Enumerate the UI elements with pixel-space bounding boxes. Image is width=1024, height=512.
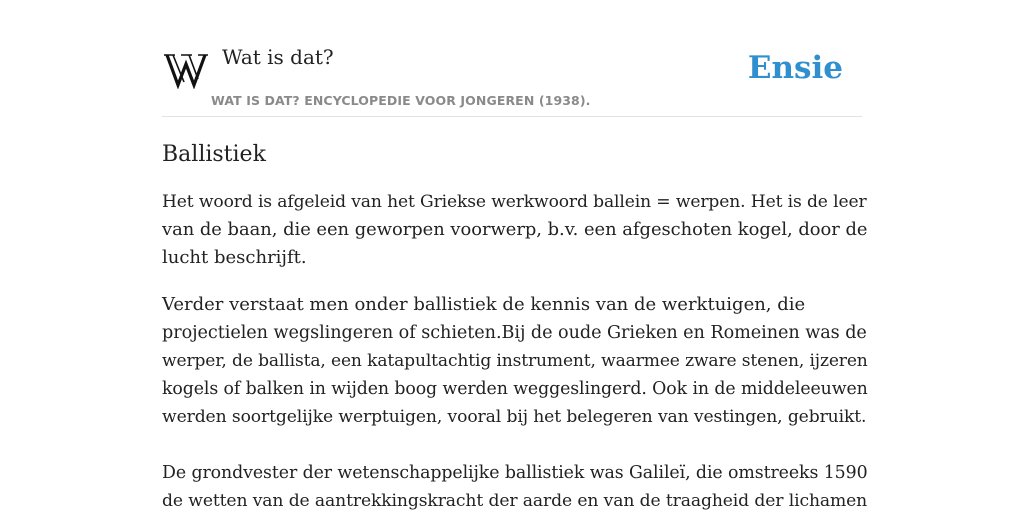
article-paragraph — [162, 291, 868, 431]
text-line: lucht beschrijft. — [162, 247, 307, 268]
site-title[interactable]: Wat is dat? — [222, 45, 334, 69]
site-header — [162, 40, 862, 117]
article-paragraph — [162, 188, 868, 272]
text-line: Het woord is afgeleid van het Griekse werkwoord ballein = werpen. Het is de leer — [162, 192, 867, 212]
article-title: Ballistiek — [162, 142, 266, 167]
site-subtitle: WAT IS DAT? ENCYCLOPEDIE VOOR JONGEREN (1938). — [211, 93, 591, 108]
article-paragraph — [162, 459, 868, 512]
text-line: Verder verstaat men onder ballistiek de kennis van de werktuigen, die — [162, 294, 806, 315]
text-line: projectielen wegslingeren of schieten.Bij de oude Grieken en Romeinen was de — [162, 323, 867, 343]
brand-logo-link[interactable]: Ensie — [747, 50, 843, 86]
wikipedia-w-icon[interactable] — [164, 49, 208, 89]
text-line: werden soortgelijke werptuigen, vooral bij het belegeren van vestingen, gebruikt. — [162, 407, 867, 427]
article — [162, 136, 868, 512]
text-line: De grondvester der wetenschappelijke ballistiek was Galileï, die omstreeks 1590 — [162, 463, 868, 483]
text-line: van de baan, die een geworpen voorwerp, b.v. een afgeschoten kogel, door de — [162, 219, 868, 240]
text-line: de wetten van de aantrekkingskracht der aarde en van de traagheid der lichamen — [162, 491, 868, 511]
text-line: kogels of balken in wijden boog werden weggeslingerd. Ook in de middeleeuwen — [162, 379, 868, 399]
text-line: werper, de ballista, een katapultachtig instrument, waarmee zware stenen, ijzeren — [162, 351, 868, 371]
